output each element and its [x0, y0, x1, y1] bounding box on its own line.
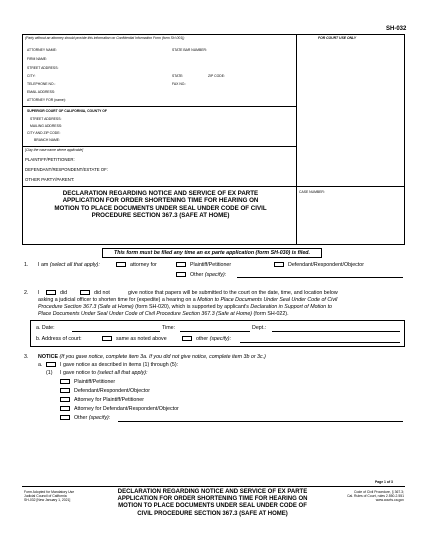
other-address-field[interactable]	[240, 342, 400, 343]
email-label: EMAIL ADDRESS:	[27, 90, 56, 94]
state-label: STATE:	[172, 74, 184, 78]
defendant-checkbox[interactable]	[274, 262, 284, 267]
item2-line1: give notice that papers will be submitted to the court on the date, time, and location below	[128, 290, 338, 296]
revision-note: SH-032 [New January 1, 2021]	[24, 498, 71, 502]
attorney-for-label: attorney for	[130, 262, 157, 268]
council-note: Judicial Council of California	[24, 494, 67, 498]
court-street-label: STREET ADDRESS:	[30, 117, 62, 121]
dept-field[interactable]	[272, 331, 400, 332]
code-reference: Code of Civil Procedure, § 367.3;	[354, 490, 404, 494]
item2-line4: Place Documents Under Seal Under Code of Civil Procedure Section 367.3 (Safe at Home) (form SH-022).	[38, 311, 289, 317]
notice-other-label: Other (specify):	[74, 415, 111, 421]
gave-notice-text: I gave notice as described in items (1) through (5):	[60, 362, 179, 368]
dept-label: Dept.:	[252, 325, 267, 331]
court-use-divider	[296, 34, 297, 245]
notice-other-field[interactable]	[118, 421, 403, 422]
other-option-label: Other (specify):	[190, 272, 227, 278]
did-not-label: did not	[94, 290, 110, 296]
notice-attorney-defendant-checkbox[interactable]	[60, 406, 70, 411]
notice-attorney-plaintiff-checkbox[interactable]	[60, 397, 70, 402]
item2-i: I	[38, 290, 40, 296]
zip-label: ZIP CODE:	[208, 74, 225, 78]
other-party-label: OTHER PARTY/PARENT:	[25, 177, 75, 182]
gave-notice-checkbox[interactable]	[46, 362, 56, 367]
footer-rule	[22, 486, 405, 487]
party-note: (Party without an attorney should provide this information on Confidential Information Form (form SH-001))	[25, 36, 185, 40]
other-address-checkbox[interactable]	[182, 336, 192, 341]
other-checkbox[interactable]	[176, 272, 186, 277]
defendant-label: DEFENDANT/RESPONDENT/ESTATE OF:	[25, 167, 108, 172]
form-title: DECLARATION REGARDING NOTICE AND SERVICE OF EX PARTE APPLICATION FOR ORDER SHORTENING TIME FOR HEARING ON MOTION TO PLACE DOCUMENTS UNDER SEAL UNDER CODE OF CIVIL PROCEDURE SECTION 367.3 (SAFE AT HOME)	[54, 190, 267, 220]
state-bar-label: STATE BAR NUMBER:	[172, 48, 207, 52]
item2-line2: asking a judicial officer to shorten time for (expedite) a hearing on a Motion to Place Documents Under Seal Under Code of Civil	[38, 297, 338, 303]
notice-banner-text: This form must be filed any time an ex parte application (form SH-030) is filed.	[113, 250, 311, 256]
defendant-option-label: Defendant/Respondent/Objector	[288, 262, 364, 268]
notice-plaintiff-label: Plaintiff/Petitioner	[74, 379, 116, 385]
item2-number: 2.	[24, 290, 29, 296]
other-specify-line[interactable]	[237, 277, 403, 278]
notice-defendant-label: Defendant/Respondent/Objector	[74, 388, 150, 394]
same-as-above-checkbox[interactable]	[102, 336, 112, 341]
same-as-above-label: same as noted above	[116, 336, 167, 342]
plaintiff-option-label: Plaintiff/Petitioner	[190, 262, 232, 268]
courts-url[interactable]: www.courts.ca.gov	[375, 498, 404, 502]
item1-lead: I am (select all that apply):	[38, 262, 100, 268]
mailing-address-label: MAILING ADDRESS:	[30, 124, 63, 128]
adopted-note: Form Adopted for Mandatory Use	[24, 490, 75, 494]
city-zip-label: CITY AND ZIP CODE:	[27, 131, 61, 135]
branch-name-label: BRANCH NAME:	[34, 138, 60, 142]
plaintiff-label: PLAINTIFF/PETITIONER:	[25, 157, 75, 162]
case-number-label: CASE NUMBER:	[299, 190, 325, 194]
sub1-number: (1)	[46, 370, 53, 376]
attorney-for-checkbox[interactable]	[116, 262, 126, 267]
telephone-label: TELEPHONE NO.:	[27, 82, 56, 86]
case-name-note: [Clay the case name where applicable]	[25, 148, 84, 152]
rules-reference: Cal. Rules of Court, rules 2.550-2.551	[347, 494, 404, 498]
page-number: Page 1 of 3	[375, 480, 393, 484]
fax-label: FAX NO.:	[172, 82, 187, 86]
time-field[interactable]	[180, 331, 250, 332]
court-use-only: FOR COURT USE ONLY	[318, 36, 357, 40]
did-not-checkbox[interactable]	[80, 290, 90, 295]
date-label: a. Date:	[36, 325, 55, 331]
street-address-label: STREET ADDRESS:	[27, 66, 59, 70]
notice-attorney-plaintiff-label: Attorney for Plaintiff/Petitioner	[74, 397, 144, 403]
notice-other-checkbox[interactable]	[60, 415, 70, 420]
item3-heading: NOTICE (If you gave notice, complete item 3a. If you did not give notice, complete item 3b or 3c.)	[38, 354, 266, 360]
attorney-for-label: ATTORNEY FOR (name):	[27, 98, 66, 102]
time-label: Time:	[162, 325, 176, 331]
notice-attorney-defendant-label: Attorney for Defendant/Respondent/Objector	[74, 406, 179, 412]
plaintiff-checkbox[interactable]	[176, 262, 186, 267]
item3a-label: a.	[38, 362, 43, 368]
did-label: did	[60, 290, 68, 296]
item1-number: 1.	[24, 262, 29, 268]
other-address-label: other (specify):	[196, 336, 232, 342]
item3-number: 3.	[24, 354, 29, 360]
footer-title: DECLARATION REGARDING NOTICE AND SERVICE OF EX PARTE APPLICATION FOR ORDER SHORTENING TIME FOR HEARING ON MOTION TO PLACE DOCUMENTS UNDER SEAL UNDER CODE OF CIVIL PROCEDURE SECTION 367.3 (SAFE AT HOME)	[117, 489, 308, 517]
attorney-name-label: ATTORNEY NAME:	[27, 48, 57, 52]
firm-name-label: FIRM NAME:	[27, 57, 47, 61]
court-name-label: SUPERIOR COURT OF CALIFORNIA, COUNTY OF	[27, 109, 107, 113]
notice-plaintiff-checkbox[interactable]	[60, 379, 70, 384]
did-checkbox[interactable]	[46, 290, 56, 295]
form-number: SH-032	[386, 26, 407, 32]
city-label: CITY:	[27, 74, 36, 78]
date-field[interactable]	[72, 331, 160, 332]
address-label: b. Address of court:	[36, 336, 82, 342]
notice-defendant-checkbox[interactable]	[60, 388, 70, 393]
sub1-text: I gave notice to (select all that apply):	[60, 370, 148, 376]
item2-line3: Procedure Section 367.3 (Safe at Home) (form SH-020), which is supported by applicant's Declaration in Support of Motion to	[38, 304, 332, 310]
